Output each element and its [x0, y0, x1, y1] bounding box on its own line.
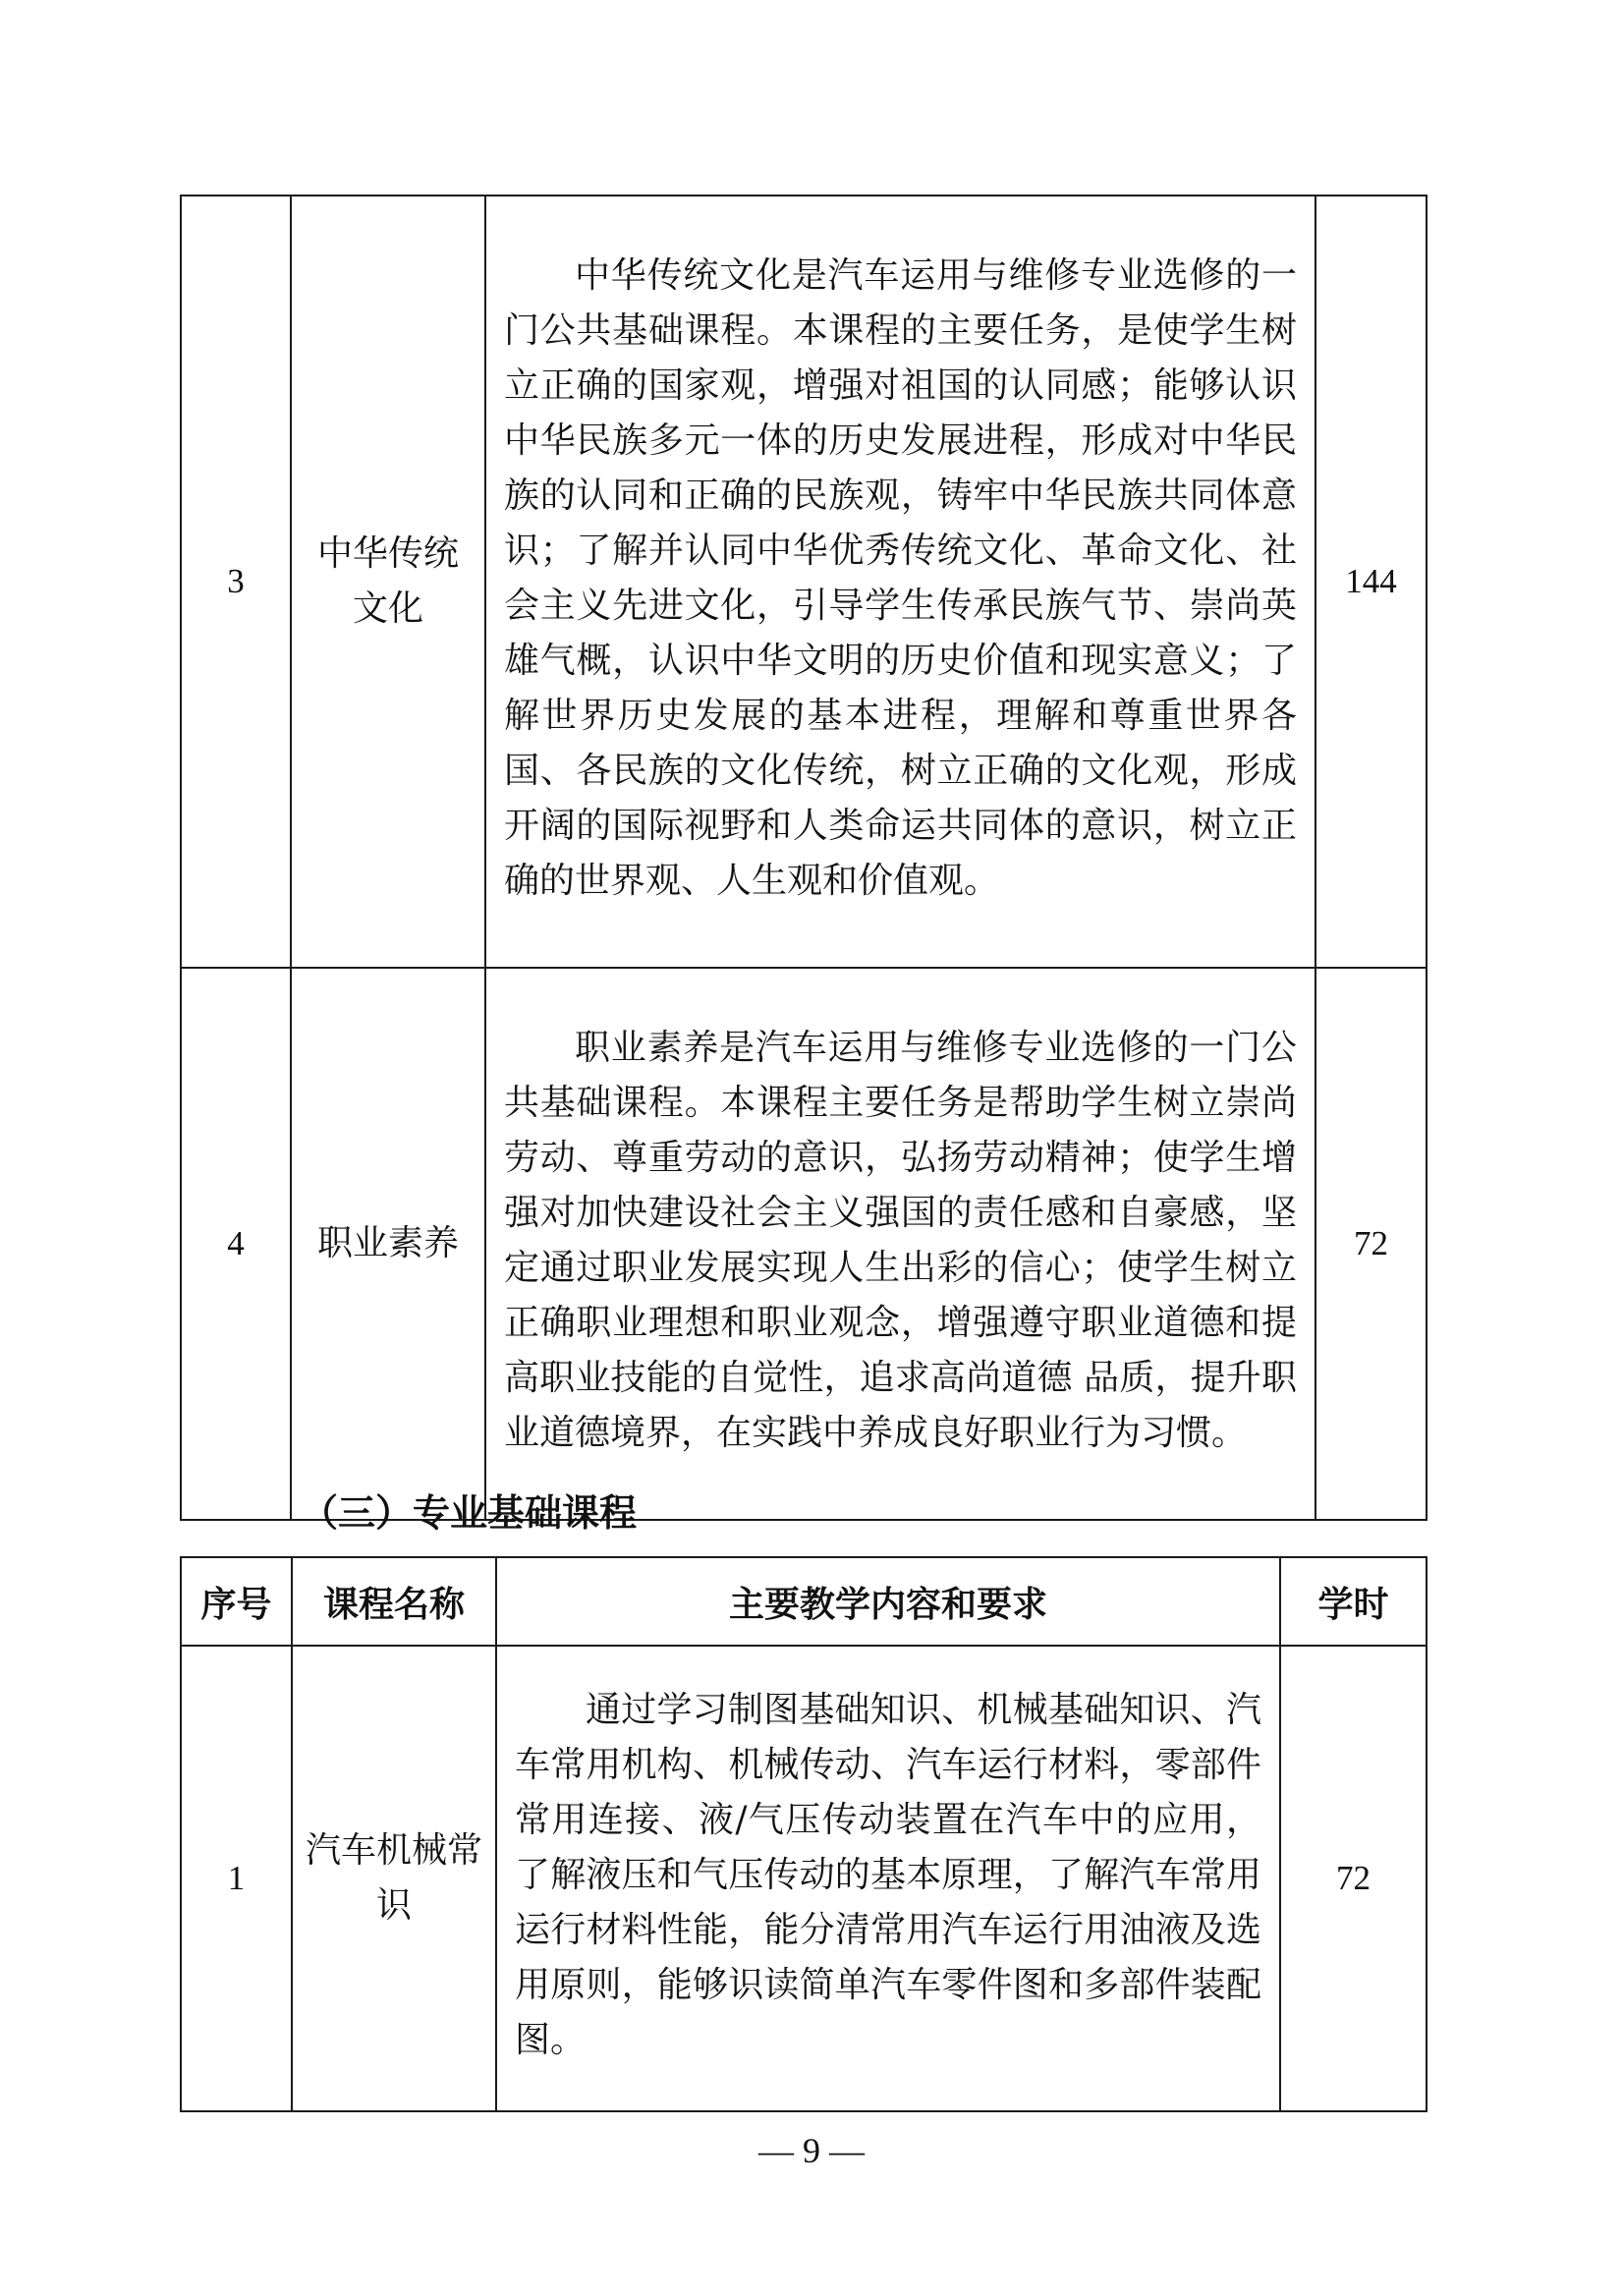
- course-content: 通过学习制图基础知识、机械基础知识、汽车常用机构、机械传动、汽车运行材料，零部件常用连接、液/气压传动装置在汽车中的应用，了解液压和气压传动的基本原理，了解汽车常用运行材料性能，能分清常用汽车运行用油液及选用原则，能够识读简单汽车零件图和多部件装配图。: [496, 1646, 1280, 2111]
- course-hours: 72: [1280, 1646, 1427, 2111]
- header-number: 序号: [181, 1557, 292, 1646]
- course-number: 4: [181, 968, 291, 1520]
- page-number: — 9 —: [758, 2131, 865, 2170]
- section-heading: （三）专业基础课程: [301, 1491, 638, 1535]
- table-row: [181, 196, 1427, 968]
- course-number: 3: [181, 196, 291, 968]
- course-name: 中华传统文化: [291, 196, 485, 968]
- header-course-name: 课程名称: [292, 1557, 496, 1646]
- course-table-continued: [180, 195, 1427, 1521]
- header-content: 主要教学内容和要求: [496, 1557, 1280, 1646]
- course-number: 1: [181, 1646, 292, 2111]
- professional-foundation-course-table: [180, 1556, 1427, 2112]
- course-content: 职业素养是汽车运用与维修专业选修的一门公共基础课程。本课程主要任务是帮助学生树立崇尚劳动、尊重劳动的意识，弘扬劳动精神；使学生增强对加快建设社会主义强国的责任感和自豪感，坚定通过职业发展实现人生出彩的信心；使学生树立正确职业理想和职业观念，增强遵守职业道德和提高职业技能的自觉性，追求高尚道德 品质，提升职业道德境界，在实践中养成良好职业行为习惯。: [485, 968, 1315, 1520]
- course-content: 中华传统文化是汽车运用与维修专业选修的一门公共基础课程。本课程的主要任务，是使学生树立正确的国家观，增强对祖国的认同感；能够认识中华民族多元一体的历史发展进程，形成对中华民族的认同和正确的民族观，铸牢中华民族共同体意识；了解并认同中华优秀传统文化、革命文化、社会主义先进文化，引导学生传承民族气节、崇尚英雄气概，认识中华文明的历史价值和现实意义；了解世界历史发展的基本进程，理解和尊重世界各国、各民族的文化传统，树立正确的文化观，形成开阔的国际视野和人类命运共同体的意识，树立正确的世界观、人生观和价值观。: [485, 196, 1315, 968]
- table-row: [181, 968, 1427, 1520]
- course-name: 汽车机械常识: [292, 1646, 496, 2111]
- course-hours: 72: [1315, 968, 1427, 1520]
- table-row: [181, 1646, 1427, 2111]
- course-hours: 144: [1315, 196, 1427, 968]
- table-header-row: [181, 1557, 1427, 1646]
- header-hours: 学时: [1280, 1557, 1427, 1646]
- course-name: 职业素养: [291, 968, 485, 1520]
